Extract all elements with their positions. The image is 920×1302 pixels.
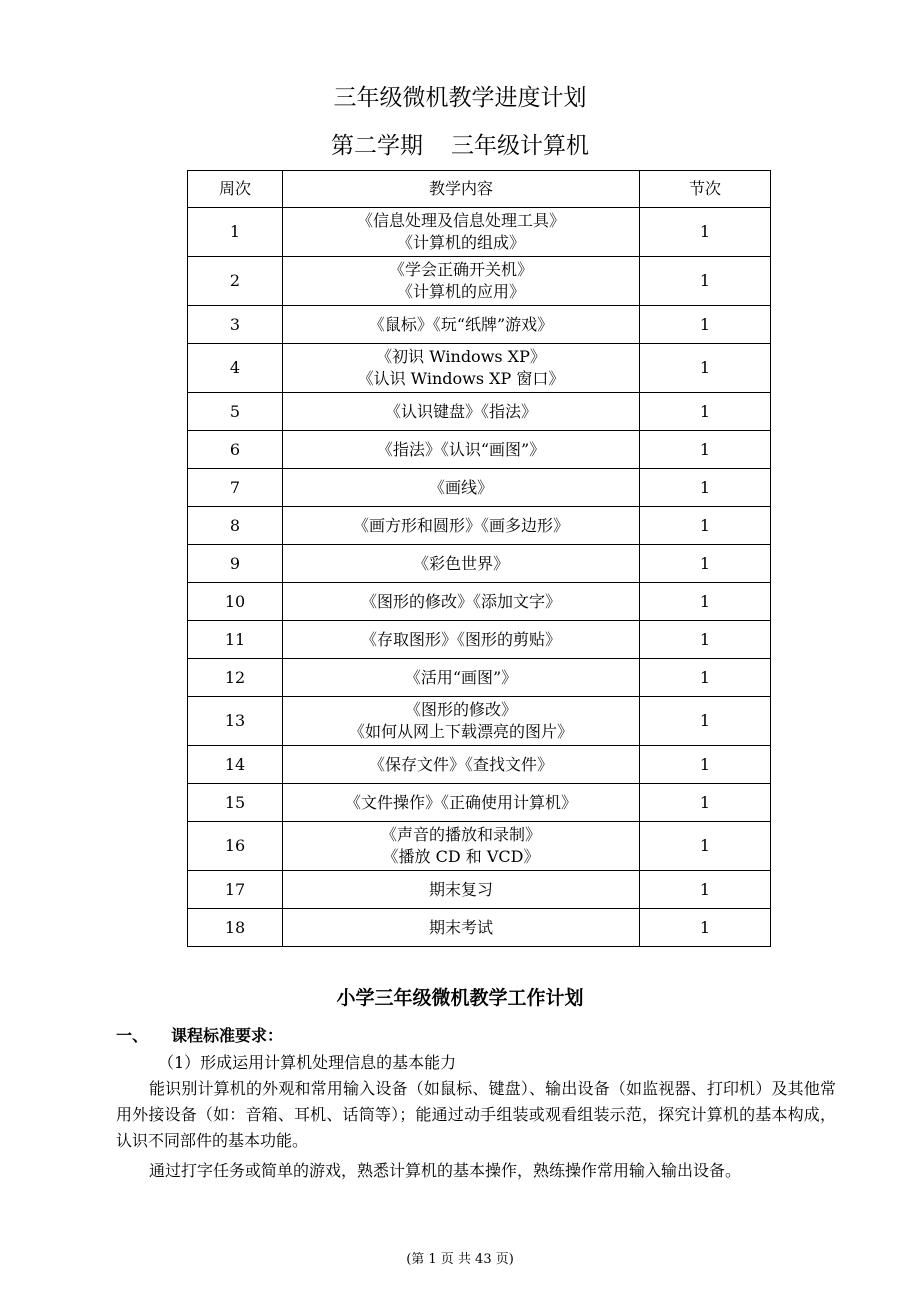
content-line: 《认识 Windows XP 窗口》: [357, 369, 565, 388]
content-line: 《文件操作》《正确使用计算机》: [344, 792, 577, 812]
header-periods: 节次: [640, 171, 771, 208]
week-cell: 13: [188, 697, 283, 746]
table-row: [188, 545, 771, 583]
content-cell: [283, 583, 640, 621]
table-row: [188, 507, 771, 545]
table-row: [188, 208, 771, 257]
periods-cell: 1: [640, 822, 771, 871]
week-cell: 2: [188, 257, 283, 306]
content-cell: [283, 659, 640, 697]
paragraph-operation: 通过打字任务或简单的游戏，熟悉计算机的基本操作，熟练操作常用输入输出设备。: [149, 1161, 742, 1180]
table-row: [188, 784, 771, 822]
week-cell: 17: [188, 871, 283, 909]
header-content: 教学内容: [283, 171, 640, 208]
content-cell: [283, 507, 640, 545]
periods-cell: 1: [640, 697, 771, 746]
content-cell: [283, 344, 640, 393]
content-line: 《信息处理及信息处理工具》: [356, 211, 565, 230]
table-row: [188, 344, 771, 393]
week-cell: 6: [188, 431, 283, 469]
content-cell: [283, 784, 640, 822]
content-cell: [283, 208, 640, 257]
table-row: [188, 746, 771, 784]
section-heading-text: 课程标准要求：: [171, 1026, 284, 1045]
week-cell: 3: [188, 306, 283, 344]
content-cell: [283, 257, 640, 306]
week-cell: 11: [188, 621, 283, 659]
content-cell: [283, 697, 640, 746]
periods-cell: 1: [640, 909, 771, 947]
document-title: 三年级微机教学进度计划: [333, 85, 587, 111]
table-header-row: [188, 171, 771, 208]
content-line: 《初识 Windows XP》: [376, 347, 546, 366]
content-line: 《认识键盘》《指法》: [384, 401, 537, 421]
week-cell: 1: [188, 208, 283, 257]
content-line: 《如何从网上下载漂亮的图片》: [348, 722, 573, 741]
content-line: 《播放 CD 和 VCD》: [382, 847, 540, 866]
periods-cell: 1: [640, 545, 771, 583]
content-line: 《活用“画图”》: [404, 667, 518, 687]
week-cell: 4: [188, 344, 283, 393]
content-line: 《图形的修改》: [404, 700, 517, 719]
periods-cell: 1: [640, 784, 771, 822]
content-line: 《鼠标》《玩“纸牌”游戏》: [368, 314, 554, 334]
periods-cell: 1: [640, 306, 771, 344]
week-cell: 12: [188, 659, 283, 697]
periods-cell: 1: [640, 621, 771, 659]
content-line: 《图形的修改》《添加文字》: [360, 591, 561, 611]
document-subtitle: [0, 130, 920, 162]
content-cell: [283, 909, 640, 947]
course-label: 三年级计算机: [451, 133, 589, 159]
table-row: [188, 659, 771, 697]
semester-label: 第二学期: [331, 133, 423, 159]
table-row: [188, 697, 771, 746]
content-cell: [283, 545, 640, 583]
periods-cell: 1: [640, 507, 771, 545]
week-cell: 16: [188, 822, 283, 871]
table-row: [188, 909, 771, 947]
content-cell: [283, 393, 640, 431]
periods-cell: 1: [640, 344, 771, 393]
content-line: 期末复习: [428, 879, 493, 899]
table-row: [188, 393, 771, 431]
schedule-table: [187, 170, 771, 947]
header-week: 周次: [188, 171, 283, 208]
content-line: 《指法》《认识“画图”》: [376, 439, 546, 459]
section-number: 一、: [116, 1026, 149, 1045]
week-cell: 10: [188, 583, 283, 621]
periods-cell: 1: [640, 208, 771, 257]
periods-cell: 1: [640, 746, 771, 784]
content-line: 《画方形和圆形》《画多边形》: [352, 515, 569, 535]
week-cell: 9: [188, 545, 283, 583]
content-line: 《声音的播放和录制》: [380, 825, 541, 844]
week-cell: 14: [188, 746, 283, 784]
content-line: 《存取图形》《图形的剪贴》: [360, 629, 561, 649]
content-line: 期末考试: [428, 917, 493, 937]
page-footer: (第 1 页 共 43 页): [406, 1252, 514, 1267]
content-cell: [283, 431, 640, 469]
table-row: [188, 306, 771, 344]
table-row: [188, 469, 771, 507]
table-row: [188, 431, 771, 469]
table-row: [188, 871, 771, 909]
content-line: 《画线》: [428, 477, 493, 497]
schedule-body: [188, 208, 771, 947]
table-row: [188, 257, 771, 306]
content-cell: [283, 746, 640, 784]
content-cell: [283, 621, 640, 659]
section-heading: [116, 1023, 283, 1049]
week-cell: 15: [188, 784, 283, 822]
periods-cell: 1: [640, 469, 771, 507]
week-cell: 7: [188, 469, 283, 507]
point-heading: （1）形成运用计算机处理信息的基本能力: [158, 1053, 457, 1072]
content-line: 《保存文件》《查找文件》: [368, 754, 553, 774]
content-cell: [283, 469, 640, 507]
periods-cell: 1: [640, 393, 771, 431]
week-cell: 8: [188, 507, 283, 545]
periods-cell: 1: [640, 659, 771, 697]
plan-title: 小学三年级微机教学工作计划: [336, 987, 584, 1009]
table-row: [188, 583, 771, 621]
paragraph-devices: 能识别计算机的外观和常用输入设备（如鼠标、键盘）、输出设备（如监视器、打印机）及其他常用外接设备（如：音箱、耳机、话筒等）；能通过动手组装或观看组装示范，探究计算机的基本构成，认识不同部件的基本功能。: [116, 1079, 836, 1150]
content-line: 《彩色世界》: [412, 553, 509, 573]
content-line: 《计算机的组成》: [396, 233, 525, 252]
content-line: 《学会正确开关机》: [388, 260, 533, 279]
table-row: [188, 822, 771, 871]
content-line: 《计算机的应用》: [396, 282, 525, 301]
content-cell: [283, 306, 640, 344]
table-row: [188, 621, 771, 659]
periods-cell: 1: [640, 257, 771, 306]
week-cell: 5: [188, 393, 283, 431]
periods-cell: 1: [640, 871, 771, 909]
periods-cell: 1: [640, 431, 771, 469]
content-cell: [283, 822, 640, 871]
periods-cell: 1: [640, 583, 771, 621]
week-cell: 18: [188, 909, 283, 947]
content-cell: [283, 871, 640, 909]
